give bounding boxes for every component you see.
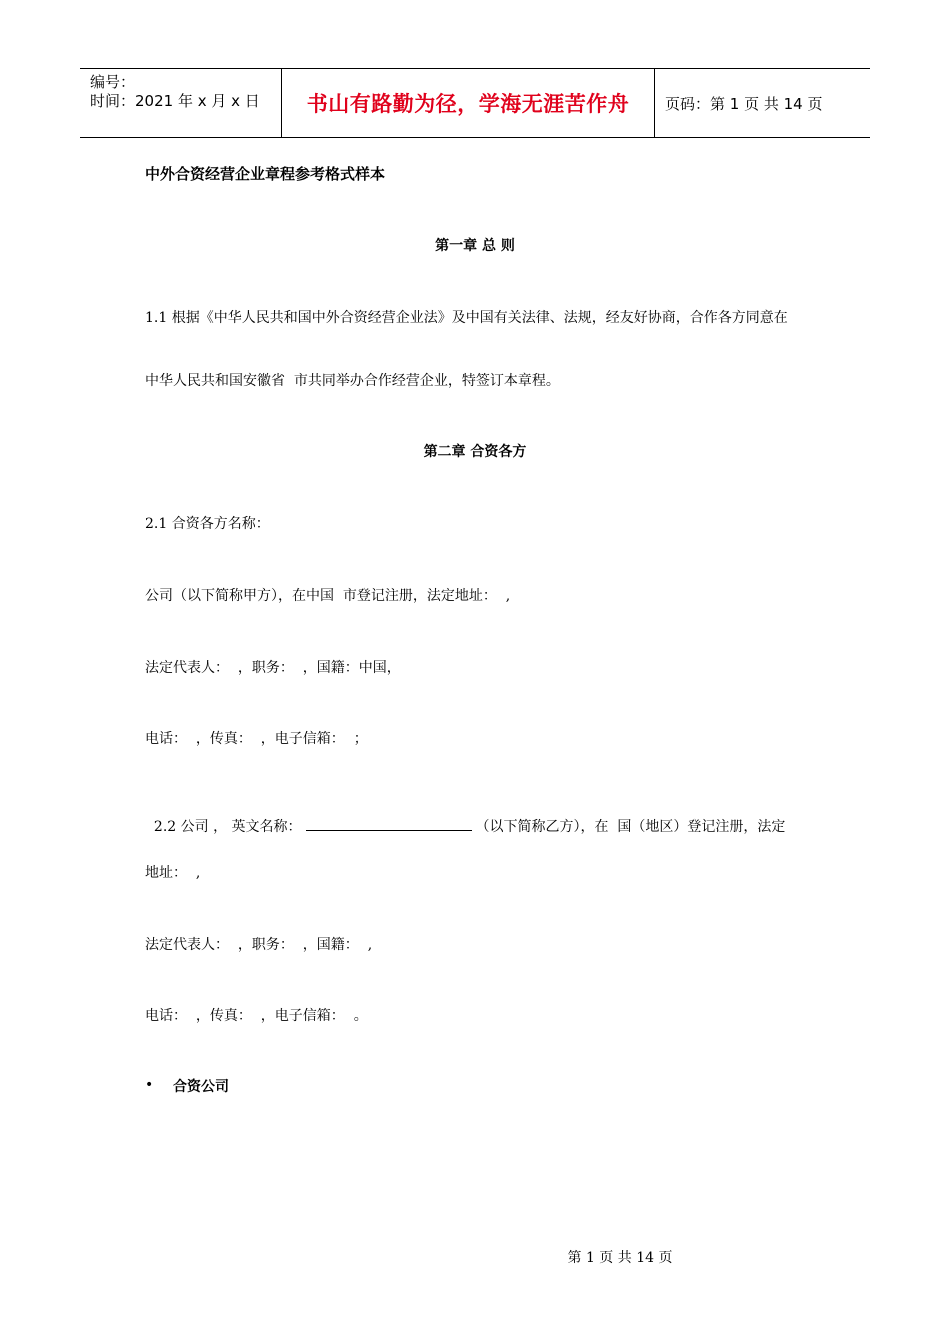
page-footer: 第 1 页 共 14 页: [567, 1250, 673, 1266]
header-page-info: 页码：第 1 页 共 14 页: [665, 95, 823, 113]
party-a-company: 公司（以下简称甲方），在中国 市登记注册，法定地址： ,: [145, 588, 511, 604]
chapter-2-heading: 第二章 合资各方: [423, 444, 527, 460]
number-label: 编号：: [90, 73, 136, 91]
clause-2-2: [145, 800, 785, 836]
clause-1-1-line-1: 1.1 根据《中华人民共和国中外合资经营企业法》及中国有关法律、法规，经友好协商，合作各方同意在: [145, 310, 788, 326]
section-joint-venture: 合资公司: [173, 1079, 229, 1095]
party-b-address: 地址： ,: [145, 865, 201, 881]
chapter-1-heading: 第一章 总 则: [435, 238, 515, 254]
header-motto: 书山有路勤为径，学海无涯苦作舟: [306, 92, 630, 116]
clause-2-2-prefix: 2.2 公司 ， 英文名称：: [153, 819, 302, 835]
document-header: [80, 68, 870, 138]
header-meta: [90, 73, 260, 111]
party-a-contact: 电话： ，传真： ，电子信箱： ；: [145, 731, 368, 747]
clause-2-1: 2.1 合资各方名称：: [145, 516, 270, 532]
english-name-blank: [306, 818, 472, 831]
bullet-icon: •: [145, 1077, 154, 1093]
header-divider-right: [654, 69, 655, 137]
clause-2-2-suffix: （以下简称乙方），在 国（地区）登记注册，法定: [475, 819, 786, 835]
party-b-contact: 电话： ，传真： ，电子信箱： 。: [145, 1008, 368, 1024]
party-b-representative: 法定代表人： ，职务： ，国籍： ,: [145, 937, 373, 953]
time-label: 时间：2021 年 x 月 x 日: [90, 92, 260, 110]
document-title: 中外合资经营企业章程参考格式样本: [145, 165, 386, 183]
party-a-representative: 法定代表人： ，职务： ，国籍：中国，: [145, 660, 401, 676]
clause-1-1-line-2: 中华人民共和国安徽省 市共同举办合作经营企业，特签订本章程。: [145, 373, 560, 389]
